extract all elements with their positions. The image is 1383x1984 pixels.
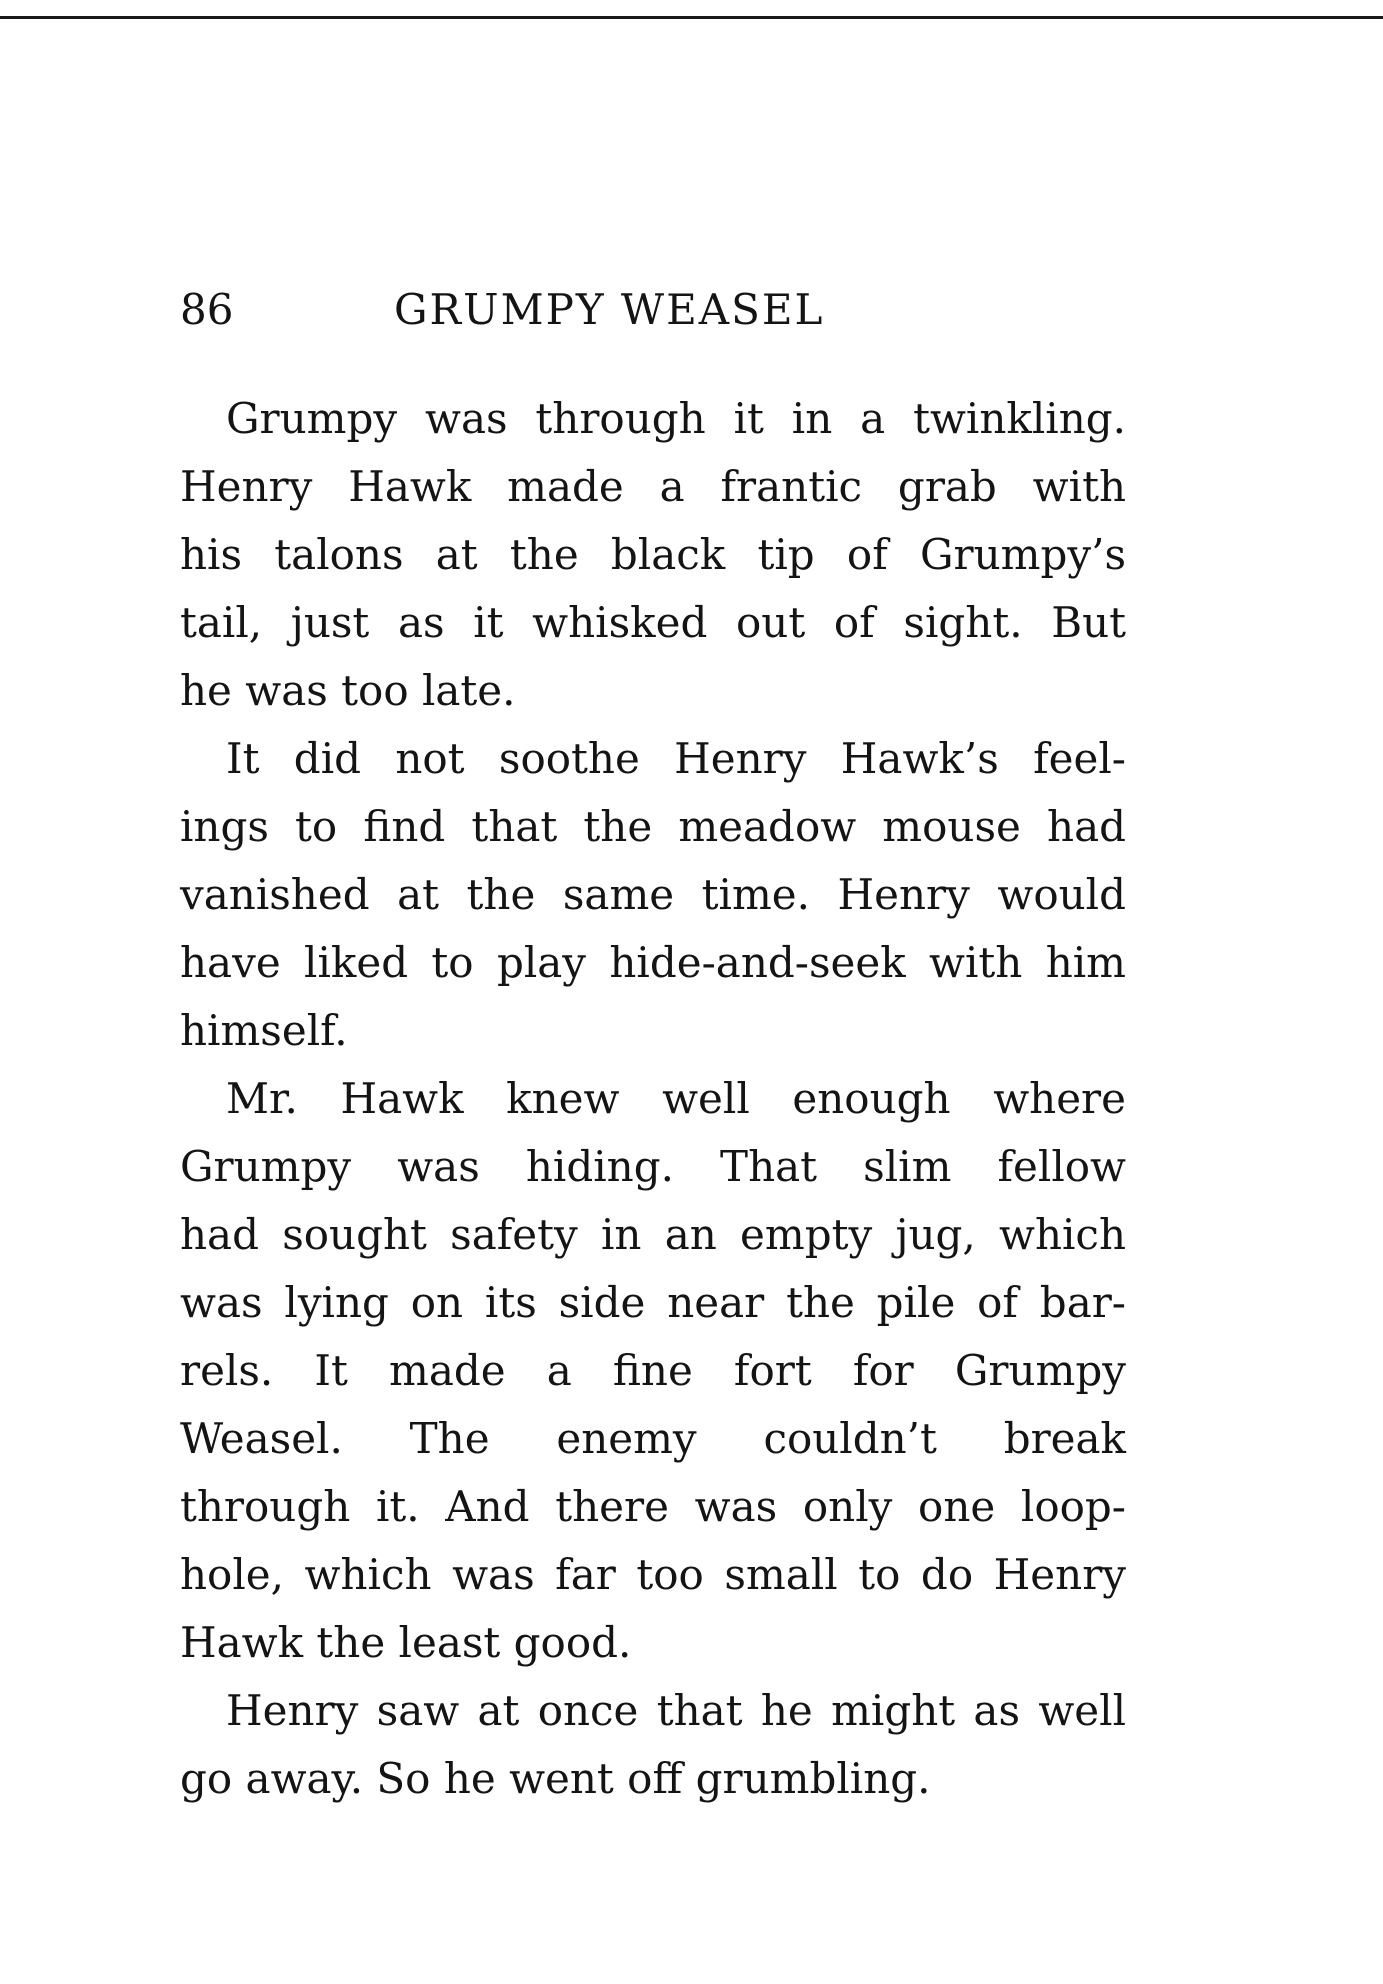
text-line: himself. bbox=[180, 1006, 348, 1055]
text-line: Mr. Hawk knew well enough where bbox=[226, 1074, 1126, 1123]
text-line: Hawk the least good. bbox=[180, 1618, 632, 1667]
running-title: GRUMPY WEASEL bbox=[394, 285, 825, 334]
page-number: 86 bbox=[180, 285, 234, 334]
text-line: hole, which was far too small to do Henry bbox=[180, 1550, 1126, 1599]
text-line: his talons at the black tip of Grumpy’s bbox=[180, 530, 1126, 579]
top-rule bbox=[0, 16, 1383, 19]
text-line: have liked to play hide-and-seek with him bbox=[180, 938, 1126, 987]
text-line: Henry saw at once that he might as well bbox=[226, 1686, 1126, 1735]
text-line: Grumpy was hiding. That slim fellow bbox=[180, 1142, 1126, 1191]
text-line: tail, just as it whisked out of sight. But bbox=[180, 598, 1126, 647]
text-line: had sought safety in an empty jug, which bbox=[180, 1210, 1126, 1259]
text-line: go away. So he went off grumbling. bbox=[180, 1754, 931, 1803]
text-line: Weasel. The enemy couldn’t break bbox=[180, 1414, 1126, 1463]
text-line: Henry Hawk made a frantic grab with bbox=[180, 462, 1126, 511]
text-line: vanished at the same time. Henry would bbox=[180, 870, 1126, 919]
text-line: he was too late. bbox=[180, 666, 516, 715]
page-header bbox=[180, 280, 1120, 340]
text-line: It did not soothe Henry Hawk’s feel- bbox=[226, 734, 1126, 783]
text-line: ings to find that the meadow mouse had bbox=[180, 802, 1126, 851]
text-line: through it. And there was only one loop- bbox=[180, 1482, 1126, 1531]
body-text bbox=[180, 385, 1126, 1813]
text-line: Grumpy was through it in a twinkling. bbox=[226, 394, 1126, 443]
text-line: was lying on its side near the pile of bar- bbox=[180, 1278, 1126, 1327]
text-line: rels. It made a fine fort for Grumpy bbox=[180, 1346, 1126, 1395]
